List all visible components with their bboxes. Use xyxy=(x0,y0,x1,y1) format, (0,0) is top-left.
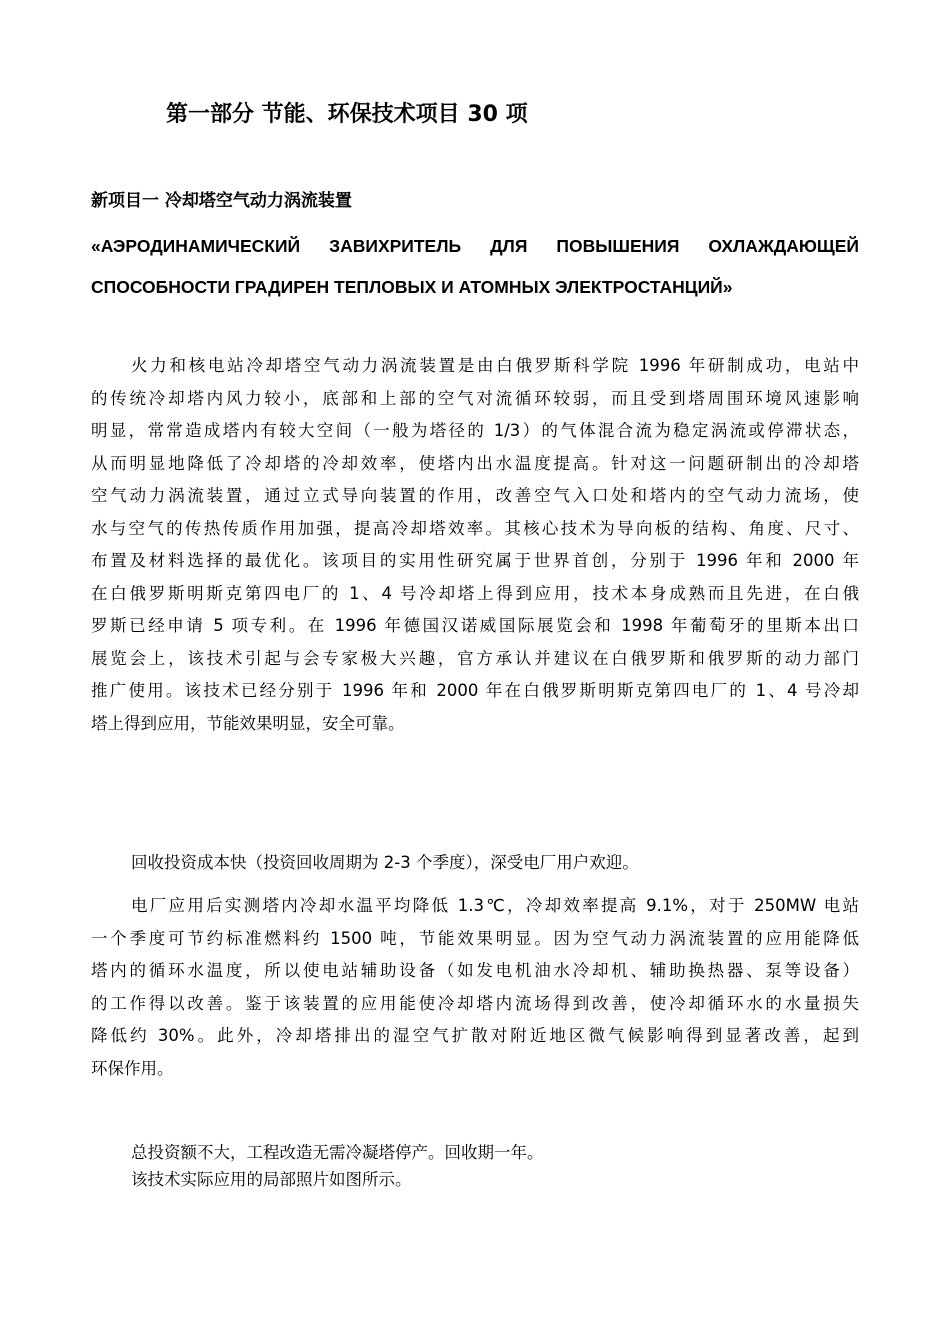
paragraph-line: 环保作用。 xyxy=(91,1058,174,1078)
paragraph-line: 回收投资成本快（投资回收周期为 2-3 个季度），深受电厂用户欢迎。 xyxy=(131,853,639,872)
paragraph-photo-note: 该技术实际应用的局部照片如图所示。 xyxy=(131,1170,412,1189)
project-subtitle: 新项目一 冷却塔空气动力涡流装置 xyxy=(91,191,352,211)
paragraph-intro xyxy=(91,350,859,740)
paragraph-line: 水与空气的传热传质作用加强，提高冷却塔效率。其核心技术为导向板的结构、角度、尺寸、 xyxy=(91,518,859,538)
russian-heading-line-1: «АЭРОДИНАМИЧЕСКИЙ ЗАВИХРИТЕЛЬ ДЛЯ ПОВЫШЕНИЯ ОХЛАЖДАЮЩЕЙ xyxy=(91,236,859,256)
russian-heading-line-2: СПОСОБНОСТИ ГРАДИРЕН ТЕПЛОВЫХ И АТОМНЫХ ЭЛЕКТРОСТАНЦИЙ» xyxy=(91,277,733,297)
paragraph-line: 火力和核电站冷却塔空气动力涡流装置是由白俄罗斯科学院 1996 年研制成功，电站中 xyxy=(131,356,859,375)
paragraph-results xyxy=(91,890,859,1085)
paragraph-line: 在白俄罗斯明斯克第四电厂的 1、4 号冷却塔上得到应用，技术本身成熟而且先进，在白俄 xyxy=(91,583,859,603)
paragraph-line: 一个季度可节约标准燃料约 1500 吨，节能效果明显。因为空气动力涡流装置的应用能降低 xyxy=(91,928,859,948)
paragraph-line: 空气动力涡流装置，通过立式导向装置的作用，改善空气入口处和塔内的空气动力流场，使 xyxy=(91,486,859,505)
paragraph-line: 布置及材料选择的最优化。该项目的实用性研究属于世界首创，分别于 1996 年和 2000 年 xyxy=(91,551,859,570)
paragraph-line: 展览会上，该技术引起与会专家极大兴趣，官方承认并建议在白俄罗斯和俄罗斯的动力部门 xyxy=(91,648,859,668)
paragraph-investment: 总投资额不大，工程改造无需冷凝塔停产。回收期一年。 xyxy=(131,1143,544,1162)
paragraph-line: 罗斯已经申请 5 项专利。在 1996 年德国汉诺威国际展览会和 1998 年葡萄牙的里斯本出口 xyxy=(91,616,859,635)
paragraph-line: 从而明显地降低了冷却塔的冷却效率，使塔内出水温度提高。针对这一问题研制出的冷却塔 xyxy=(91,453,859,473)
paragraph-line: 电厂应用后实测塔内冷却水温平均降低 1.3℃，冷却效率提高 9.1%，对于 250MW 电站 xyxy=(131,896,859,915)
paragraph-line: 塔上得到应用，节能效果明显，安全可靠。 xyxy=(91,713,405,733)
paragraph-payback xyxy=(91,847,859,880)
russian-heading xyxy=(91,226,859,308)
paragraph-line: 降低约 30%。此外，冷却塔排出的湿空气扩散对附近地区微气候影响得到显著改善，起到 xyxy=(91,1026,859,1045)
paragraph-line: 塔内的循环水温度，所以使电站辅助设备（如发电机油水冷却机、辅助换热器、泵等设备） xyxy=(91,961,859,980)
section-title: 第一部分 节能、环保技术项目 30 项 xyxy=(166,102,528,127)
paragraph-line: 的传统冷却塔内风力较小，底部和上部的空气对流循环较弱，而且受到塔周围环境风速影响 xyxy=(91,388,859,408)
paragraph-line: 推广使用。该技术已经分别于 1996 年和 2000 年在白俄罗斯明斯克第四电厂的 1、4 号冷却 xyxy=(91,681,859,700)
paragraph-line: 的工作得以改善。鉴于该装置的应用能使冷却塔内流场得到改善，使冷却循环水的水量损失 xyxy=(91,993,859,1013)
paragraph-line: 明显，常常造成塔内有较大空间（一般为塔径的 1/3）的气体混合流为稳定涡流或停滞状态， xyxy=(91,421,859,440)
